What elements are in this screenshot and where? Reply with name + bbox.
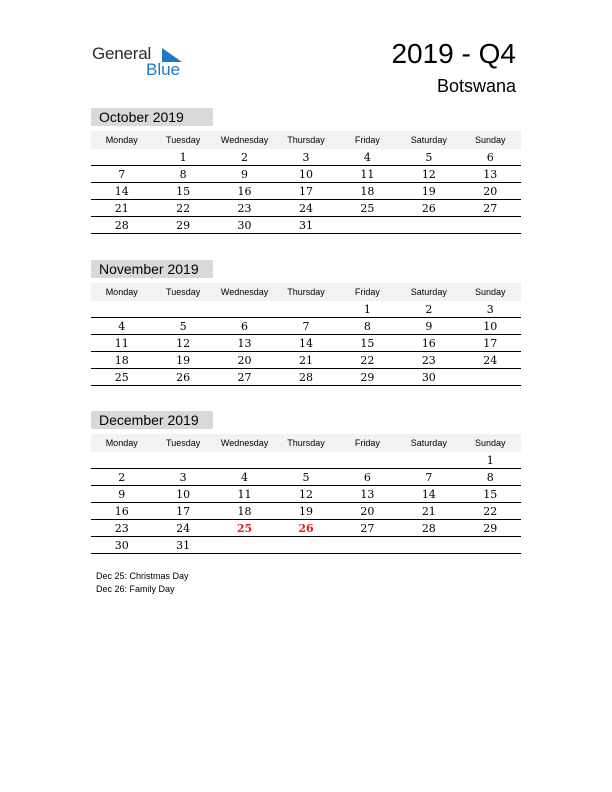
day-cell: 22 xyxy=(460,503,521,520)
day-cell xyxy=(398,217,459,234)
holiday-note: Dec 25: Christmas Day xyxy=(96,571,189,581)
day-cell: 14 xyxy=(91,183,152,200)
calendar-table xyxy=(91,131,521,234)
day-cell: 28 xyxy=(91,217,152,234)
month-label: December 2019 xyxy=(91,411,213,429)
day-cell: 8 xyxy=(460,469,521,486)
weekday-header: Saturday xyxy=(398,434,459,452)
week-row xyxy=(91,503,521,520)
day-cell: 23 xyxy=(214,200,275,217)
day-cell: 6 xyxy=(337,469,398,486)
holiday-note: Dec 26: Family Day xyxy=(96,584,175,594)
day-cell: 15 xyxy=(337,335,398,352)
logo-general-text: General xyxy=(92,44,152,63)
day-cell: 24 xyxy=(460,352,521,369)
day-cell: 1 xyxy=(460,452,521,469)
day-cell: 14 xyxy=(275,335,336,352)
day-cell: 17 xyxy=(460,335,521,352)
day-cell: 4 xyxy=(91,318,152,335)
day-cell: 3 xyxy=(460,301,521,318)
day-cell: 1 xyxy=(152,149,213,166)
day-cell: 24 xyxy=(275,200,336,217)
day-cell: 10 xyxy=(275,166,336,183)
day-cell: 18 xyxy=(337,183,398,200)
day-cell: 12 xyxy=(275,486,336,503)
day-cell: 9 xyxy=(398,318,459,335)
week-row xyxy=(91,301,521,318)
holiday-notes xyxy=(96,570,189,596)
day-cell xyxy=(275,537,336,554)
week-row xyxy=(91,149,521,166)
day-cell xyxy=(91,301,152,318)
day-cell xyxy=(214,537,275,554)
day-cell: 30 xyxy=(91,537,152,554)
week-row xyxy=(91,335,521,352)
day-cell xyxy=(214,452,275,469)
day-cell: 19 xyxy=(152,352,213,369)
day-cell: 13 xyxy=(460,166,521,183)
day-cell xyxy=(91,149,152,166)
day-cell: 29 xyxy=(337,369,398,386)
day-cell: 18 xyxy=(214,503,275,520)
day-cell: 17 xyxy=(275,183,336,200)
day-cell: 12 xyxy=(398,166,459,183)
day-cell: 26 xyxy=(275,520,336,537)
day-cell xyxy=(275,301,336,318)
week-row xyxy=(91,520,521,537)
day-cell: 31 xyxy=(152,537,213,554)
day-cell: 25 xyxy=(214,520,275,537)
day-cell xyxy=(337,217,398,234)
day-cell: 26 xyxy=(398,200,459,217)
day-cell: 12 xyxy=(152,335,213,352)
week-row xyxy=(91,217,521,234)
day-cell: 22 xyxy=(152,200,213,217)
day-cell: 19 xyxy=(398,183,459,200)
day-cell: 30 xyxy=(214,217,275,234)
day-cell: 27 xyxy=(214,369,275,386)
day-cell: 5 xyxy=(275,469,336,486)
weekday-header-row xyxy=(91,434,521,452)
weekday-header-row xyxy=(91,131,521,149)
week-row xyxy=(91,183,521,200)
day-cell: 16 xyxy=(214,183,275,200)
day-cell: 25 xyxy=(91,369,152,386)
week-row xyxy=(91,352,521,369)
day-cell: 13 xyxy=(337,486,398,503)
day-cell: 6 xyxy=(460,149,521,166)
month-november xyxy=(91,260,521,386)
day-cell: 6 xyxy=(214,318,275,335)
day-cell: 20 xyxy=(337,503,398,520)
day-cell: 11 xyxy=(337,166,398,183)
day-cell xyxy=(91,452,152,469)
weekday-header: Wednesday xyxy=(214,131,275,149)
day-cell xyxy=(460,369,521,386)
day-cell: 10 xyxy=(460,318,521,335)
day-cell: 29 xyxy=(152,217,213,234)
weekday-header: Thursday xyxy=(275,131,336,149)
month-december xyxy=(91,411,521,554)
day-cell xyxy=(398,452,459,469)
day-cell: 24 xyxy=(152,520,213,537)
weekday-header: Wednesday xyxy=(214,283,275,301)
day-cell: 11 xyxy=(91,335,152,352)
day-cell: 20 xyxy=(460,183,521,200)
day-cell: 15 xyxy=(460,486,521,503)
month-label: November 2019 xyxy=(91,260,213,278)
day-cell: 2 xyxy=(398,301,459,318)
weekday-header: Tuesday xyxy=(152,131,213,149)
day-cell: 13 xyxy=(214,335,275,352)
weekday-header: Friday xyxy=(337,283,398,301)
day-cell: 18 xyxy=(91,352,152,369)
day-cell xyxy=(337,537,398,554)
day-cell: 23 xyxy=(398,352,459,369)
day-cell: 21 xyxy=(398,503,459,520)
day-cell: 21 xyxy=(275,352,336,369)
day-cell: 4 xyxy=(337,149,398,166)
weekday-header: Tuesday xyxy=(152,434,213,452)
day-cell: 27 xyxy=(337,520,398,537)
week-row xyxy=(91,537,521,554)
weekday-header: Sunday xyxy=(460,434,521,452)
day-cell: 28 xyxy=(398,520,459,537)
country-name: Botswana xyxy=(436,76,516,96)
week-row xyxy=(91,318,521,335)
day-cell: 4 xyxy=(214,469,275,486)
day-cell: 7 xyxy=(91,166,152,183)
day-cell: 15 xyxy=(152,183,213,200)
day-cell: 26 xyxy=(152,369,213,386)
day-cell: 16 xyxy=(91,503,152,520)
logo-blue-text: Blue xyxy=(146,60,181,79)
weekday-header: Monday xyxy=(91,434,152,452)
day-cell: 29 xyxy=(460,520,521,537)
week-row xyxy=(91,166,521,183)
day-cell: 19 xyxy=(275,503,336,520)
weekday-header: Sunday xyxy=(460,283,521,301)
week-row xyxy=(91,200,521,217)
day-cell: 16 xyxy=(398,335,459,352)
logo xyxy=(92,44,192,78)
day-cell xyxy=(152,301,213,318)
weekday-header: Monday xyxy=(91,283,152,301)
day-cell: 25 xyxy=(337,200,398,217)
calendar-table xyxy=(91,434,521,554)
day-cell: 20 xyxy=(214,352,275,369)
day-cell: 2 xyxy=(214,149,275,166)
day-cell: 1 xyxy=(337,301,398,318)
weekday-header: Friday xyxy=(337,131,398,149)
day-cell xyxy=(460,217,521,234)
day-cell: 7 xyxy=(398,469,459,486)
day-cell: 17 xyxy=(152,503,213,520)
day-cell: 30 xyxy=(398,369,459,386)
month-label: October 2019 xyxy=(91,108,213,126)
day-cell: 7 xyxy=(275,318,336,335)
day-cell: 23 xyxy=(91,520,152,537)
day-cell: 5 xyxy=(152,318,213,335)
weekday-header: Thursday xyxy=(275,434,336,452)
week-row xyxy=(91,469,521,486)
day-cell: 27 xyxy=(460,200,521,217)
day-cell: 8 xyxy=(337,318,398,335)
day-cell: 8 xyxy=(152,166,213,183)
week-row xyxy=(91,452,521,469)
day-cell xyxy=(275,452,336,469)
month-october xyxy=(91,108,521,234)
week-row xyxy=(91,486,521,503)
day-cell: 3 xyxy=(152,469,213,486)
week-row xyxy=(91,369,521,386)
weekday-header: Sunday xyxy=(460,131,521,149)
calendar-table xyxy=(91,283,521,386)
weekday-header: Wednesday xyxy=(214,434,275,452)
weekday-header: Saturday xyxy=(398,283,459,301)
day-cell: 28 xyxy=(275,369,336,386)
day-cell: 9 xyxy=(91,486,152,503)
day-cell xyxy=(460,537,521,554)
weekday-header: Monday xyxy=(91,131,152,149)
day-cell: 11 xyxy=(214,486,275,503)
day-cell: 2 xyxy=(91,469,152,486)
day-cell: 5 xyxy=(398,149,459,166)
weekday-header: Saturday xyxy=(398,131,459,149)
weekday-header-row xyxy=(91,283,521,301)
day-cell: 14 xyxy=(398,486,459,503)
day-cell: 21 xyxy=(91,200,152,217)
day-cell: 3 xyxy=(275,149,336,166)
day-cell: 10 xyxy=(152,486,213,503)
day-cell: 22 xyxy=(337,352,398,369)
day-cell: 9 xyxy=(214,166,275,183)
page-title: 2019 - Q4 xyxy=(391,38,516,69)
weekday-header: Friday xyxy=(337,434,398,452)
weekday-header: Tuesday xyxy=(152,283,213,301)
day-cell xyxy=(152,452,213,469)
weekday-header: Thursday xyxy=(275,283,336,301)
day-cell: 31 xyxy=(275,217,336,234)
day-cell xyxy=(398,537,459,554)
day-cell xyxy=(214,301,275,318)
day-cell xyxy=(337,452,398,469)
